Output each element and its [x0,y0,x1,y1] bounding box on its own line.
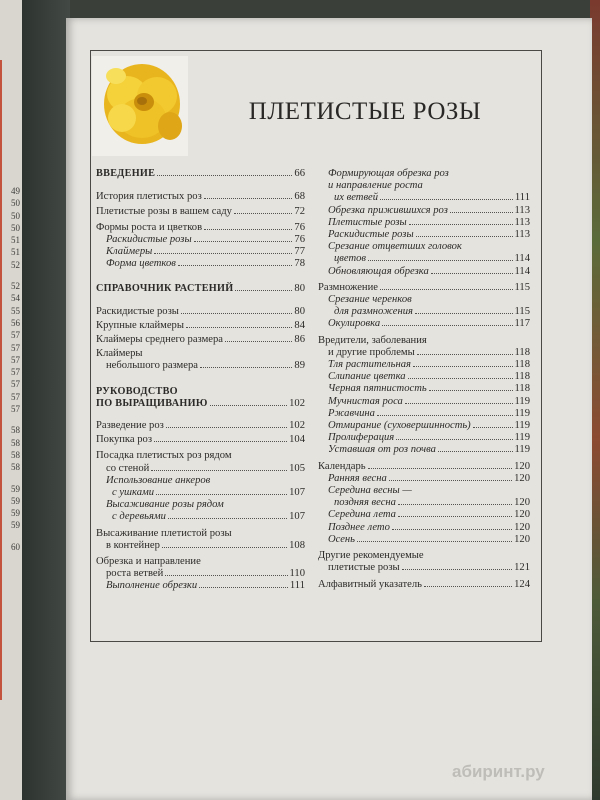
toc-entry [318,205,530,217]
toc-entry-title-line: Обрезка и направление [96,556,201,568]
toc-entry-title-line: Высаживание розы рядом [106,499,224,511]
left-page-number: 55 [11,305,20,316]
toc-entry-title: Выполнение обрезки [106,580,198,592]
toc-entry [318,509,530,521]
left-page-number: 58 [11,449,20,460]
toc-entry [96,222,305,234]
left-page-number: 57 [11,342,20,353]
watermark-text: абиринт.ру [452,762,545,781]
left-page-number: 59 [11,495,20,506]
left-page-number: 60 [11,541,20,552]
toc-entry [96,320,305,332]
toc-entry-title: их ветвей [334,192,379,204]
toc-entry [96,258,305,270]
left-page-number: 59 [11,508,20,519]
toc-entry-title: Позднее лето [328,521,390,533]
left-page-number: 59 [11,520,20,531]
toc-entry-title: Формы роста и цветков [96,221,203,233]
dot-leader [398,516,512,517]
dot-leader [473,427,513,428]
left-page-number: 54 [11,293,20,304]
toc-entry [318,335,530,359]
toc-page-number: 102 [289,420,305,432]
dot-leader [417,354,513,355]
yellow-rose-photo [92,56,188,156]
toc-entry [318,408,530,420]
toc-entry-title: ПО ВЫРАЩИВАНИЮ [96,397,208,409]
toc-entry-title: Крупные клаймеры [96,319,184,331]
dot-leader [204,198,293,199]
toc-entry-title: Раскидистые розы [106,233,192,245]
dot-leader [368,260,512,261]
toc-entry-title: роста ветвей [106,568,164,580]
toc-page-number: 118 [514,346,530,358]
toc-entry [96,450,305,474]
toc-entry [96,556,305,580]
dot-leader [199,587,288,588]
left-page-number: 58 [11,437,20,448]
toc-entry-title: Черная пятнистость [328,383,427,395]
toc-entry-title: Раскидистые розы [328,229,414,241]
toc-page-number: 72 [294,206,305,218]
toc-page-number: 110 [289,568,305,580]
left-page-number: 57 [11,354,20,365]
adjacent-left-page [0,0,22,800]
toc-entry [96,168,305,180]
toc-entry [318,359,530,371]
toc-entry-title-line: Вредители, заболевания [318,334,427,346]
toc-entry-title: в контейнер [106,539,160,551]
dot-leader [165,575,287,576]
toc-page-number: 80 [294,283,305,295]
toc-entry-title: Обрезка прижившихся роз [328,204,448,216]
toc-entry [96,348,305,372]
toc-entry-title: Алфавитный указатель [318,578,422,590]
dot-leader [398,504,512,505]
toc-entry-title-line: Использование анкеров [106,474,211,486]
toc-entry-title: с ушками [112,487,155,499]
book-edge [22,0,70,800]
toc-entry [318,461,530,473]
left-page-number: 57 [11,330,20,341]
left-page-numbers [0,185,22,553]
toc-entry [318,473,530,485]
toc-entry [318,282,530,294]
toc-entry-title: СПРАВОЧНИК РАСТЕНИЙ [96,283,234,295]
toc-page-number: 119 [514,407,530,419]
dot-leader [409,224,513,225]
toc-page-number: 80 [294,305,305,317]
dot-leader [234,213,292,214]
toc-entry-title: Мучнистая роса [328,395,403,407]
dot-leader [450,212,513,213]
toc-entry-title-line: Формирующая обрезка роз [328,168,449,179]
toc-page-number: 114 [514,253,530,265]
toc-entry-title: Календарь [318,460,366,472]
dot-leader [168,518,287,519]
toc-entry [96,234,305,246]
toc-entry [96,206,305,218]
toc-entry [96,528,305,552]
toc-entry [96,420,305,432]
toc-page-number: 76 [294,233,305,245]
toc-entry-title: Пролиферация [328,432,395,444]
toc-entry-title: Покупка роз [96,434,153,446]
toc-entry-title: Ржавчина [328,407,375,419]
left-page-number: 57 [11,367,20,378]
toc-page-number: 118 [514,359,530,371]
left-page-number: 56 [11,317,20,328]
toc-entry [318,294,530,318]
dot-leader [156,494,287,495]
dot-leader [204,229,292,230]
toc-page-number: 120 [514,460,530,472]
toc-page-number: 86 [294,334,305,346]
toc-entry-title-line: Срезание отцветших головок [328,241,462,253]
left-page-number: 59 [11,483,20,494]
toc-entry [96,334,305,346]
dot-leader [402,569,512,570]
toc-page-number: 66 [294,168,305,179]
toc-page-number: 105 [289,462,305,474]
toc-entry-title: цветов [334,253,367,265]
toc-entry-title: Клаймеры [106,246,153,258]
left-page-number: 51 [11,247,20,258]
dot-leader [389,480,512,481]
toc-page-number: 119 [514,444,530,456]
toc-entry [96,580,305,592]
toc-entry [318,522,530,534]
toc-entry-title-line: Клаймеры [96,348,143,360]
toc-entry [318,485,530,509]
left-page-number: 52 [11,259,20,270]
toc-entry [318,396,530,408]
dot-leader [154,441,287,442]
toc-entry-title-line: Середина весны — [328,485,412,497]
toc-page-number: 84 [294,319,305,331]
toc-entry-title: Размножение [318,281,378,293]
toc-page-number: 119 [514,432,530,444]
toc-entry-title-line: Срезание черенков [328,294,412,306]
dot-leader [380,289,513,290]
toc-page-number: 113 [514,216,530,228]
toc-entry-title: поздняя весна [334,497,396,509]
dot-leader [377,415,513,416]
dot-leader [408,378,513,379]
toc-entry [96,386,305,410]
toc-page-number: 68 [294,191,305,203]
dot-leader [210,405,288,406]
dot-leader [368,468,513,469]
toc-entry [318,371,530,383]
toc-entry-title: История плетистых роз [96,191,202,203]
toc-entry-title: для размножения [334,306,413,318]
dot-leader [200,367,292,368]
toc-entry [318,168,530,205]
toc-page-number: 113 [514,229,530,241]
dot-leader [154,253,292,254]
toc-entry [318,229,530,241]
toc-entry-title: Обновляющая обрезка [328,265,429,277]
toc-page-number: 113 [514,204,530,216]
toc-entry-title: Плетистые розы в вашем саду [96,206,232,218]
toc-entry-title: Разведение роз [96,420,164,432]
toc-entry-title: небольшого размера [106,360,198,372]
toc-entry-title: Раскидистые розы [96,305,179,317]
toc-left-column [96,168,305,593]
dot-leader [162,547,287,548]
left-page-number: 57 [11,404,20,415]
toc-page-number: 120 [514,533,530,545]
toc-right-column [318,168,530,591]
toc-entry [96,499,305,523]
left-page-number: 58 [11,425,20,436]
toc-page-number: 114 [514,265,530,277]
toc-page-number: 111 [514,192,530,204]
toc-page-number: 120 [514,521,530,533]
toc-page-number: 77 [294,246,305,258]
toc-entry-title: Ранняя весна [328,472,387,484]
toc-entry [318,579,530,591]
dot-leader [382,325,512,326]
toc-page-number: 120 [514,497,530,509]
dot-leader [415,313,513,314]
toc-page-number: 117 [514,318,530,330]
left-page-number: 51 [11,235,20,246]
toc-page-number: 76 [294,221,305,233]
dot-leader [380,199,513,200]
dot-leader [429,390,513,391]
toc-page-number: 102 [289,397,305,409]
left-page-number: 52 [11,281,20,292]
dot-leader [157,175,292,176]
dot-leader [413,366,513,367]
toc-entry-title: Отмирание (суховершинность) [328,420,471,432]
toc-entry [318,550,530,574]
toc-entry [318,266,530,278]
toc-page-number: 118 [514,383,530,395]
dot-leader [225,341,292,342]
left-page-number: 49 [11,186,20,196]
toc-page-number: 78 [294,258,305,270]
toc-page-number: 108 [289,539,305,551]
page-title: ПЛЕТИСТЫЕ РОЗЫ [248,98,482,125]
dot-leader [438,451,513,452]
toc-entry [96,246,305,258]
dot-leader [416,236,513,237]
toc-entry-title: с деревьями [112,511,166,523]
left-page-number: 58 [11,462,20,473]
dot-leader [194,241,293,242]
toc-entry-title: и другие проблемы [328,346,415,358]
toc-entry-title-line: и направление роста [328,180,423,192]
dot-leader [178,265,293,266]
left-page-number: 57 [11,391,20,402]
toc-entry-title-line: РУКОВОДСТВО [96,385,178,397]
toc-page-number: 118 [514,371,530,383]
toc-entry [318,241,530,265]
toc-page-number: 107 [289,511,305,523]
toc-entry [318,444,530,456]
left-page-number: 50 [11,222,20,233]
left-page-number: 50 [11,210,20,221]
dot-leader [396,439,512,440]
left-page-number: 57 [11,379,20,390]
dot-leader [405,403,513,404]
toc-page-number: 124 [514,578,530,590]
toc-entry [318,420,530,432]
toc-entry-title: Клаймеры среднего размера [96,334,223,346]
toc-entry-title: Тля растительная [328,359,411,371]
dot-leader [357,541,512,542]
dot-leader [424,586,512,587]
toc-entry-title: плетистые розы [328,562,400,574]
toc-entry-title: Форма цветков [106,258,176,270]
toc-entry [318,383,530,395]
toc-page-number: 111 [289,580,305,592]
dot-leader [181,313,293,314]
toc-page-number: 120 [514,472,530,484]
toc-entry-title: Слипание цветка [328,371,406,383]
toc-entry [318,534,530,546]
dot-leader [392,529,512,530]
toc-entry-title: Окулировка [328,318,381,330]
toc-entry [318,318,530,330]
toc-entry-title: ВВЕДЕНИЕ [96,168,156,179]
dot-leader [235,290,292,291]
toc-page-number: 104 [289,434,305,446]
dot-leader [151,470,287,471]
toc-entry-title-line: Другие рекомендуемые [318,550,424,562]
toc-entry-title-line: Высаживание плетистой розы [96,527,232,539]
toc-entry-title-line: Посадка плетистых роз рядом [96,450,232,462]
toc-entry [96,283,305,295]
toc-entry [96,306,305,318]
toc-entry [318,432,530,444]
toc-page-number: 121 [514,562,530,574]
toc-page-number: 107 [289,487,305,499]
toc-page-number: 115 [514,281,530,293]
dot-leader [431,273,513,274]
toc-entry [96,434,305,446]
toc-entry-title: Осень [328,533,355,545]
toc-entry [318,217,530,229]
toc-entry-title: со стеной [106,462,150,474]
toc-page-number: 119 [514,420,530,432]
toc-page-number: 119 [514,395,530,407]
toc-page-number: 120 [514,509,530,521]
toc-entry [96,191,305,203]
toc-page-number: 89 [294,360,305,372]
toc-entry [96,475,305,499]
dot-leader [186,327,292,328]
toc-page-number: 115 [514,306,530,318]
toc-entry-title: Середина лета [328,509,396,521]
dot-leader [166,427,287,428]
toc-entry-title: Плетистые розы [328,216,407,228]
toc-entry-title: Уставшая от роз почва [328,444,436,456]
left-page-number: 50 [11,198,20,209]
